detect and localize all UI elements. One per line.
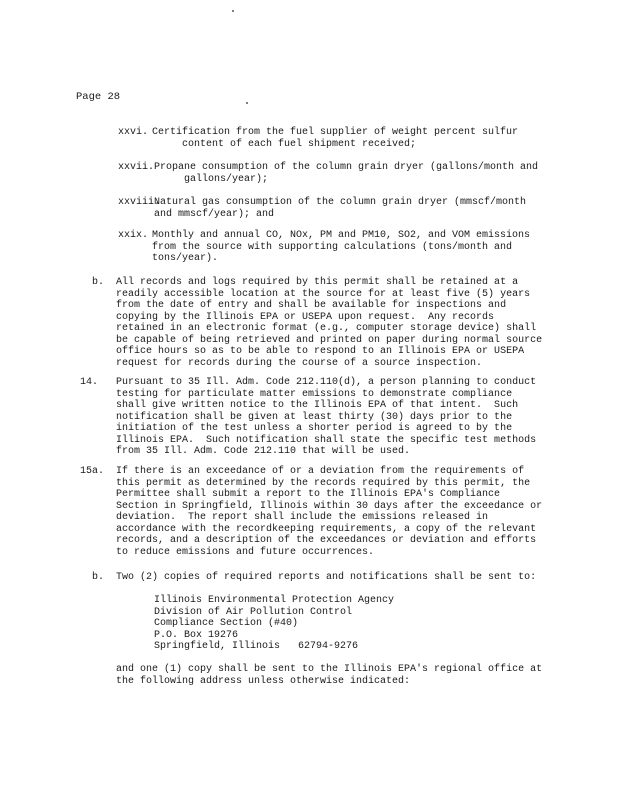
paragraph-line: notification shall be given at least thirty (30) days prior to the — [116, 411, 513, 423]
paragraph — [116, 377, 536, 458]
address-line: Division of Air Pollution Control — [154, 606, 353, 618]
paragraph — [116, 572, 536, 584]
item-label: 15a. — [80, 466, 105, 477]
item-line: Monthly and annual CO, NOx, PM and PM10, SO2, and VOM emissions — [152, 230, 531, 241]
paragraph-line: copying by the Illinois EPA or USEPA upon request. Any records — [116, 311, 495, 323]
paragraph-line: Section in Springfield, Illinois within 30 days after the exceedance or — [116, 500, 543, 512]
page-header: Page 28 — [76, 91, 121, 103]
paragraph-line: Pursuant to 35 Ill. Adm. Code 212.110(d), a person planning to conduct — [116, 377, 537, 388]
item-line: and mmscf/year); and — [154, 208, 275, 220]
address-line: P.O. Box 19276 — [154, 629, 239, 641]
paragraph-line: Two (2) copies of required reports and notifications shall be sent to: — [116, 572, 537, 583]
list-item — [154, 197, 526, 220]
item-numeral: xxviii. — [118, 197, 161, 208]
paragraph — [116, 277, 542, 369]
address-line: Compliance Section (#40) — [154, 618, 299, 629]
paragraph-line: If there is an exceedance of or a deviation from the requirements of — [116, 466, 525, 477]
list-item — [154, 162, 538, 185]
item-line: tons/year). — [152, 253, 219, 264]
paragraph — [116, 466, 542, 558]
paragraph-line: accordance with the recordkeeping requirements, a copy of the relevant — [116, 523, 537, 535]
list-item — [152, 230, 530, 265]
item-line: Natural gas consumption of the column grain dryer (mmscf/month — [154, 197, 527, 208]
paragraph-line: be capable of being retrieved and printed on paper during normal source — [116, 334, 543, 346]
paragraph-line: and one (1) copy shall be sent to the Illinois EPA's regional office at — [116, 664, 543, 675]
item-line: Propane consumption of the column grain dryer (gallons/month and — [154, 162, 539, 173]
paragraph-line: this permit as determined by the records required by this permit, the — [116, 477, 531, 489]
paragraph-line: deviation. The report shall include the emissions released in — [116, 512, 489, 523]
paragraph-line: initiation of the test unless a shorter period is agreed to by the — [116, 423, 513, 434]
scan-speck — [232, 10, 234, 12]
paragraph-line: Illinois EPA. Such notification shall state the specific test methods — [116, 434, 537, 446]
item-numeral: xxix. — [118, 230, 149, 241]
paragraph-line: the following address unless otherwise indicated: — [116, 675, 411, 687]
paragraph-line: from 35 Ill. Adm. Code 212.110 that will be used. — [116, 446, 411, 457]
paragraph-line: shall give written notice to the Illinois EPA of that intent. Such — [116, 400, 519, 411]
item-label: b. — [92, 277, 105, 288]
list-item — [152, 127, 518, 150]
address-line: Springfield, Illinois 62794-9276 — [154, 641, 359, 652]
paragraph-line: office hours so as to be able to respond to an Illinois EPA or USEPA — [116, 346, 525, 357]
item-line: Certification from the fuel supplier of weight percent sulfur — [152, 127, 519, 138]
paragraph-line: request for records during the course of a source inspection. — [116, 357, 483, 369]
paragraph-line: records, and a description of the exceedances or deviation and efforts — [116, 535, 537, 546]
paragraph — [116, 664, 542, 687]
paragraph-line: from the date of entry and shall be available for inspections and — [116, 300, 507, 311]
paragraph-line: testing for particulate matter emissions to demonstrate compliance — [116, 388, 513, 400]
paragraph-line: Permittee shall submit a report to the Illinois EPA's Compliance — [116, 489, 501, 500]
item-line: content of each fuel shipment received; — [152, 138, 417, 150]
paragraph-line: retained in an electronic format (e.g., computer storage device) shall — [116, 323, 537, 334]
address-line: Illinois Environmental Protection Agency — [154, 595, 395, 606]
mailing-address — [154, 595, 394, 653]
paragraph-line: readily accessible location at the source for at least five (5) years — [116, 288, 531, 300]
item-line: from the source with supporting calculations (tons/month and — [152, 241, 513, 253]
paragraph-line: All records and logs required by this permit shall be retained at a — [116, 277, 519, 288]
paragraph-line: to reduce emissions and future occurrences. — [116, 546, 375, 558]
item-line: gallons/year); — [154, 173, 269, 185]
scan-speck — [246, 102, 248, 104]
item-numeral: xxvi. — [118, 127, 149, 138]
item-label: b. — [92, 572, 105, 583]
item-label: 14. — [80, 377, 99, 388]
item-numeral: xxvii. — [118, 162, 155, 173]
